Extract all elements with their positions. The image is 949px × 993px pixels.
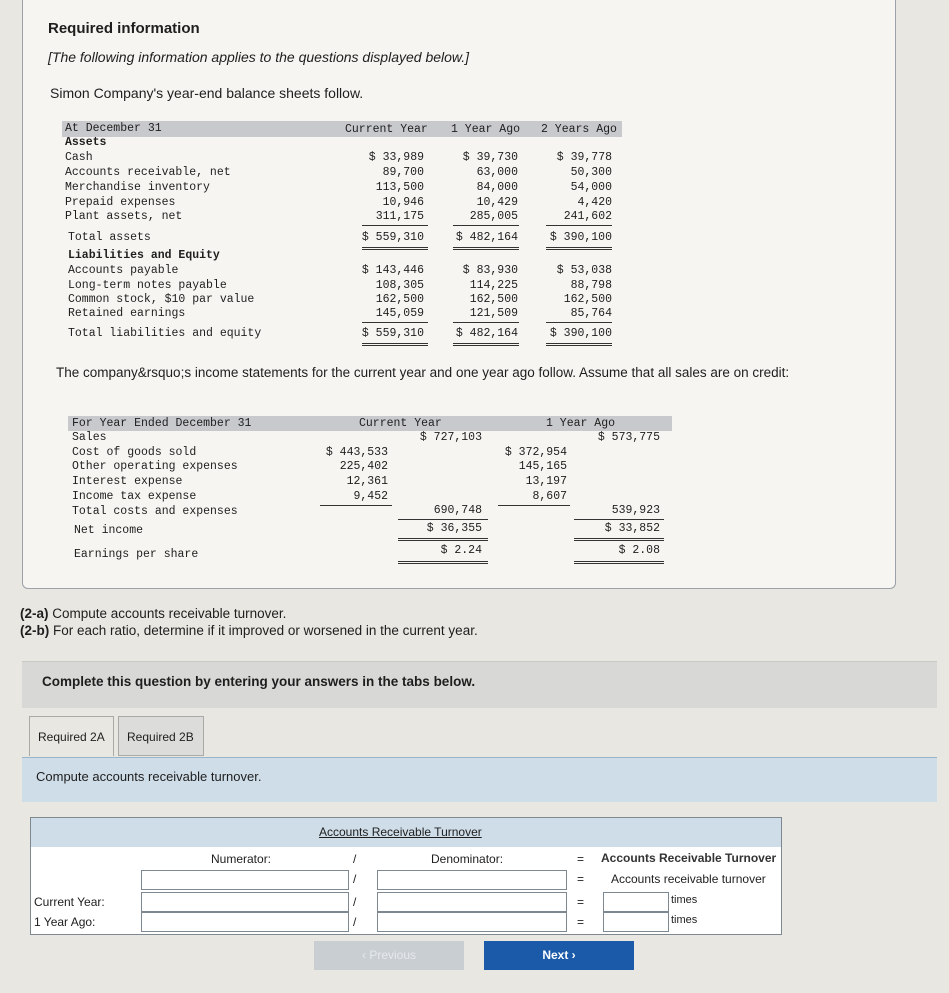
bs-cell: 113,500 xyxy=(375,181,424,194)
underline xyxy=(453,225,519,226)
double-underline xyxy=(398,563,488,564)
bs-cell: $ 390,100 xyxy=(549,231,612,244)
numerator-input[interactable] xyxy=(141,870,349,890)
bs-row-label: Retained earnings xyxy=(68,307,186,320)
is-cell: $ 36,355 xyxy=(426,522,482,535)
bs-cell: 84,000 xyxy=(476,181,518,194)
is-cell: 8,607 xyxy=(532,490,567,503)
bs-cell: 241,602 xyxy=(563,210,612,223)
underline xyxy=(546,225,612,226)
previous-label: Previous xyxy=(369,948,417,962)
slash: / xyxy=(353,852,357,866)
underline xyxy=(546,322,612,323)
bs-row-label: Common stock, $10 par value xyxy=(68,293,255,306)
result-sublabel: Accounts receivable turnover xyxy=(611,872,766,886)
bs-cell: 54,000 xyxy=(570,181,612,194)
double-underline xyxy=(546,345,612,346)
bs-cell: 10,946 xyxy=(382,196,424,209)
double-underline xyxy=(362,345,428,346)
question-tag: (2-a) xyxy=(20,606,49,621)
next-button[interactable] xyxy=(484,941,634,970)
underline xyxy=(362,225,428,226)
bs-row-label: Long-term notes payable xyxy=(68,279,227,292)
is-cell: $ 573,775 xyxy=(597,431,660,444)
double-underline xyxy=(398,540,488,541)
result-label: Accounts Receivable Turnover xyxy=(601,851,777,865)
info-title: Required information xyxy=(48,20,200,37)
is-head-label: For Year Ended December 31 xyxy=(72,417,252,430)
is-row-label: Interest expense xyxy=(72,475,183,488)
double-underline xyxy=(574,563,664,564)
chevron-left-icon: ‹ xyxy=(361,948,370,962)
is-row-label: Income tax expense xyxy=(72,490,197,503)
bs-liab-heading: Liabilities and Equity xyxy=(68,249,220,262)
denominator-label: Denominator: xyxy=(431,852,504,866)
is-row-label: Other operating expenses xyxy=(72,460,238,473)
bs-cell: 85,764 xyxy=(570,307,612,320)
bs-cell: $ 482,164 xyxy=(455,231,518,244)
tab-prompt: Compute accounts receivable turnover. xyxy=(36,769,262,784)
bs-cell: $ 39,730 xyxy=(462,151,518,164)
is-cell: $ 33,852 xyxy=(604,522,660,535)
is-net-income-label: Net income xyxy=(74,524,144,537)
double-underline xyxy=(453,345,519,346)
bs-cell: $ 559,310 xyxy=(361,231,424,244)
underline xyxy=(320,505,392,506)
bs-cell: 285,005 xyxy=(469,210,518,223)
bs-row-label: Cash xyxy=(65,151,93,164)
question-text: Compute accounts receivable turnover. xyxy=(48,606,287,621)
bs-cell: 89,700 xyxy=(382,166,424,179)
double-underline xyxy=(546,249,612,250)
is-eps-label: Earnings per share xyxy=(74,548,199,561)
tab-required-2b[interactable]: Required 2B xyxy=(118,716,204,756)
underline xyxy=(498,505,570,506)
bs-total-le-label: Total liabilities and equity xyxy=(68,327,262,340)
is-cell: 9,452 xyxy=(353,490,388,503)
tab-required-2a[interactable]: Required 2A xyxy=(29,716,114,756)
bs-cell: 162,500 xyxy=(469,293,518,306)
bs-head-label: At December 31 xyxy=(65,122,162,135)
is-cell: 12,361 xyxy=(346,475,388,488)
numerator-current-year-input[interactable] xyxy=(141,892,349,912)
next-label: Next xyxy=(542,948,569,962)
bs-cell: 10,429 xyxy=(476,196,518,209)
question-2b xyxy=(20,623,478,638)
double-underline xyxy=(453,343,519,344)
is-row-label: Sales xyxy=(72,431,107,444)
double-underline xyxy=(453,249,519,250)
current-year-label: Current Year: xyxy=(34,895,105,909)
is-cell: $ 727,103 xyxy=(419,431,482,444)
denominator-current-year-input[interactable] xyxy=(377,892,567,912)
underline xyxy=(362,322,428,323)
double-underline xyxy=(546,247,612,248)
grid-title: Accounts Receivable Turnover xyxy=(319,825,482,839)
ar-turnover-grid xyxy=(30,817,782,935)
bs-cell: 4,420 xyxy=(577,196,612,209)
is-cell: $ 372,954 xyxy=(504,446,567,459)
bs-cell: 311,175 xyxy=(375,210,424,223)
result-current-year-input[interactable] xyxy=(603,892,669,912)
denominator-input[interactable] xyxy=(377,870,567,890)
bs-cell: $ 143,446 xyxy=(361,264,424,277)
result-1-year-ago-input[interactable] xyxy=(603,912,669,932)
bs-row-label: Merchandise inventory xyxy=(65,181,210,194)
double-underline xyxy=(574,538,664,539)
slash: / xyxy=(353,895,357,909)
double-underline xyxy=(574,561,664,562)
numerator-1-year-ago-input[interactable] xyxy=(141,912,349,932)
underline xyxy=(574,519,664,520)
slash: / xyxy=(353,872,357,886)
is-cell: $ 2.24 xyxy=(440,544,482,557)
previous-button[interactable] xyxy=(314,941,464,970)
bs-cell: $ 83,930 xyxy=(462,264,518,277)
one-year-ago-label: 1 Year Ago: xyxy=(34,915,96,929)
times-unit: times xyxy=(671,914,698,926)
instruction-text: Complete this question by entering your answers in the tabs below. xyxy=(42,674,476,689)
underline xyxy=(453,322,519,323)
bs-cell: 108,305 xyxy=(375,279,424,292)
double-underline xyxy=(546,343,612,344)
balance-sheet-intro: Simon Company's year-end balance sheets follow. xyxy=(50,85,364,101)
times-unit: times xyxy=(671,894,698,906)
info-subtitle: [The following information applies to the questions displayed below.] xyxy=(48,49,470,65)
bs-cell: 114,225 xyxy=(469,279,518,292)
underline xyxy=(398,519,488,520)
question-2a xyxy=(20,606,286,621)
is-row-label: Cost of goods sold xyxy=(72,446,197,459)
question-tag: (2-b) xyxy=(20,623,50,638)
double-underline xyxy=(362,247,428,248)
bs-head-current-year: Current Year xyxy=(345,123,428,136)
bs-cell: 145,059 xyxy=(375,307,424,320)
is-head-1-year-ago: 1 Year Ago xyxy=(546,417,616,430)
bs-assets-heading: Assets xyxy=(65,136,107,149)
is-cell: 13,197 xyxy=(525,475,567,488)
bs-cell: 88,798 xyxy=(570,279,612,292)
is-cell: $ 443,533 xyxy=(325,446,388,459)
equals: = xyxy=(577,915,585,929)
bs-cell: $ 33,989 xyxy=(368,151,424,164)
equals: = xyxy=(577,895,585,909)
bs-cell: 162,500 xyxy=(375,293,424,306)
question-text: For each ratio, determine if it improved or worsened in the current year. xyxy=(49,623,478,638)
income-statement-intro: The company&rsquo;s income statements for the current year and one year ago follow. Assume that all sales are on credit: xyxy=(56,365,790,380)
equals: = xyxy=(577,872,585,886)
bs-cell: $ 53,038 xyxy=(556,264,612,277)
double-underline xyxy=(453,247,519,248)
is-head-current-year: Current Year xyxy=(359,417,442,430)
bs-cell: $ 390,100 xyxy=(549,327,612,340)
slash: / xyxy=(353,915,357,929)
is-cell: 225,402 xyxy=(339,460,388,473)
bs-row-label: Accounts payable xyxy=(68,264,179,277)
is-cell: 539,923 xyxy=(611,504,660,517)
bs-row-label: Prepaid expenses xyxy=(65,196,176,209)
is-cell: 690,748 xyxy=(433,504,482,517)
denominator-1-year-ago-input[interactable] xyxy=(377,912,567,932)
is-cell: 145,165 xyxy=(518,460,567,473)
double-underline xyxy=(362,249,428,250)
bs-head-2-years-ago: 2 Years Ago xyxy=(541,123,617,136)
double-underline xyxy=(362,343,428,344)
bs-head-1-year-ago: 1 Year Ago xyxy=(451,123,521,136)
bs-cell: $ 482,164 xyxy=(455,327,518,340)
bs-cell: 63,000 xyxy=(476,166,518,179)
is-cell: $ 2.08 xyxy=(618,544,660,557)
equals: = xyxy=(577,852,585,866)
bs-cell: 121,509 xyxy=(469,307,518,320)
bs-total-assets-label: Total assets xyxy=(68,231,151,244)
double-underline xyxy=(398,538,488,539)
numerator-label: Numerator: xyxy=(211,852,272,866)
is-row-label: Total costs and expenses xyxy=(72,505,238,518)
bs-cell: 162,500 xyxy=(563,293,612,306)
bs-row-label: Plant assets, net xyxy=(65,210,183,223)
bs-cell: $ 559,310 xyxy=(361,327,424,340)
double-underline xyxy=(574,540,664,541)
double-underline xyxy=(398,561,488,562)
chevron-right-icon: › xyxy=(568,948,576,962)
bs-cell: 50,300 xyxy=(570,166,612,179)
bs-row-label: Accounts receivable, net xyxy=(65,166,231,179)
bs-cell: $ 39,778 xyxy=(556,151,612,164)
